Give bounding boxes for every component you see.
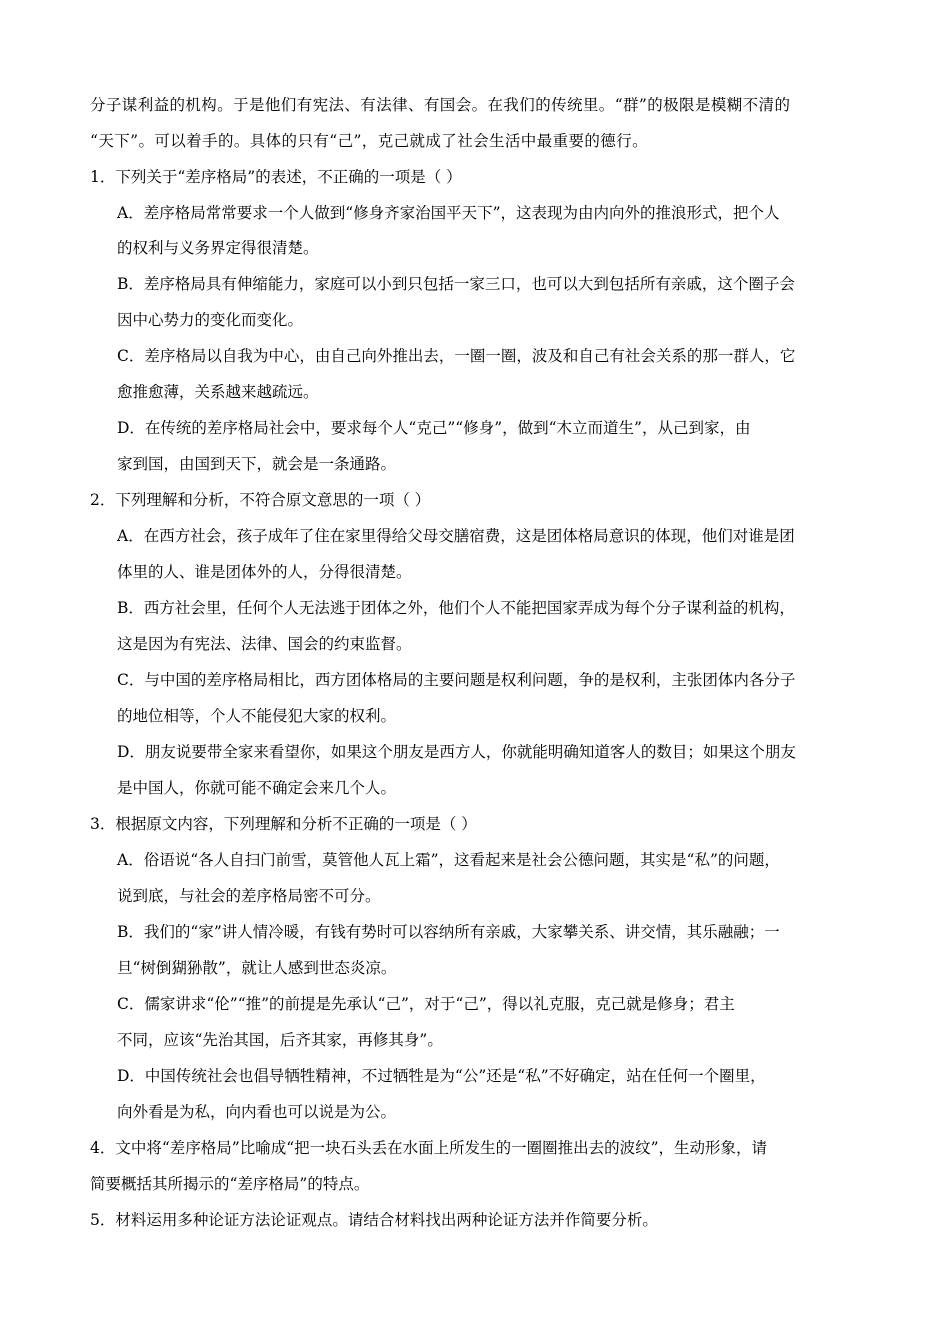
option-a-continued: 的权利与义务界定得很清楚。 [117, 239, 319, 257]
option-c: C．差序格局以自我为中心，由自己向外推出去，一圈一圈，波及和自己有社会关系的那一群人，它 [117, 347, 796, 365]
option-c: C．与中国的差序格局相比，西方团体格局的主要问题是权利问题，争的是权利，主张团体内各分子 [117, 671, 796, 689]
option-b-continued: 这是因为有宪法、法律、国会的约束监督。 [117, 635, 412, 653]
option-b: B．我们的“家”讲人情冷暖，有钱有势时可以容纳所有亲戚，大家攀关系、讲交情，其乐融融；一 [117, 923, 780, 941]
question-stem: 5．材料运用多种论证方法论证观点。请结合材料找出两种论证方法并作简要分析。 [90, 1211, 658, 1229]
option-d: D．在传统的差序格局社会中，要求每个人“克己”“修身”，做到“木立而道生”，从己到家，由 [117, 419, 751, 437]
option-c-continued: 愈推愈薄，关系越来越疏远。 [117, 383, 319, 401]
question-stem: 3．根据原文内容，下列理解和分析不正确的一项是（ ） [90, 815, 477, 833]
option-a: A．在西方社会，孩子成年了住在家里得给父母交膳宿费，这是团体格局意识的体现，他们对谁是团 [117, 527, 795, 545]
option-c: C．儒家讲求“伦”“推”的前提是先承认“己”，对于“己”，得以礼克服，克己就是修身；君主 [117, 995, 735, 1013]
passage-line: “天下”。可以着手的。具体的只有“己”，克己就成了社会生活中最重要的德行。 [90, 132, 648, 150]
option-d: D．朋友说要带全家来看望你，如果这个朋友是西方人，你就能明确知道客人的数目；如果这个朋友 [117, 743, 796, 761]
option-d-continued: 家到国，由国到天下，就会是一条通路。 [117, 455, 397, 473]
option-a: A．俗语说“各人自扫门前雪，莫管他人瓦上霜”，这看起来是社会公德问题，其实是“私”的问题， [117, 851, 780, 869]
option-d: D．中国传统社会也倡导牺牲精神，不过牺牲是为“公”还是“私”不好确定，站在任何一个圈里， [117, 1067, 766, 1085]
option-d-continued: 向外看是为私，向内看也可以说是为公。 [117, 1103, 397, 1121]
option-a-continued: 说到底，与社会的差序格局密不可分。 [117, 887, 381, 905]
option-b: B．差序格局具有伸缩能力，家庭可以小到只包括一家三口，也可以大到包括所有亲戚，这个圈子会 [117, 275, 795, 293]
option-b-continued: 旦“树倒猢狲散”，就让人感到世态炎凉。 [117, 959, 397, 977]
option-c-continued: 的地位相等，个人不能侵犯大家的权利。 [117, 707, 397, 725]
question-stem: 2．下列理解和分析，不符合原文意思的一项（ ） [90, 491, 431, 509]
option-a-continued: 体里的人、谁是团体外的人，分得很清楚。 [117, 563, 412, 581]
option-a: A．差序格局常常要求一个人做到“修身齐家治国平天下”，这表现为由内向外的推浪形式，把个人 [117, 204, 780, 222]
option-d-continued: 是中国人，你就可能不确定会来几个人。 [117, 779, 397, 797]
question-stem: 1．下列关于“差序格局”的表述，不正确的一项是（ ） [90, 168, 462, 186]
option-b: B．西方社会里，任何个人无法逃于团体之外，他们个人不能把国家弄成为每个分子谋利益的机构， [117, 599, 795, 617]
question-stem: 4．文中将“差序格局”比喻成“把一块石头丢在水面上所发生的一圈圈推出去的波纹”，生动形象，请 [90, 1139, 768, 1157]
question-stem-continued: 简要概括其所揭示的“差序格局”的特点。 [90, 1175, 370, 1193]
option-b-continued: 因中心势力的变化而变化。 [117, 311, 304, 329]
option-c-continued: 不同，应该“先治其国，后齐其家，再修其身”。 [117, 1031, 443, 1049]
passage-line: 分子谋利益的机构。于是他们有宪法、有法律、有国会。在我们的传统里。“群”的极限是模糊不清的 [90, 96, 791, 114]
